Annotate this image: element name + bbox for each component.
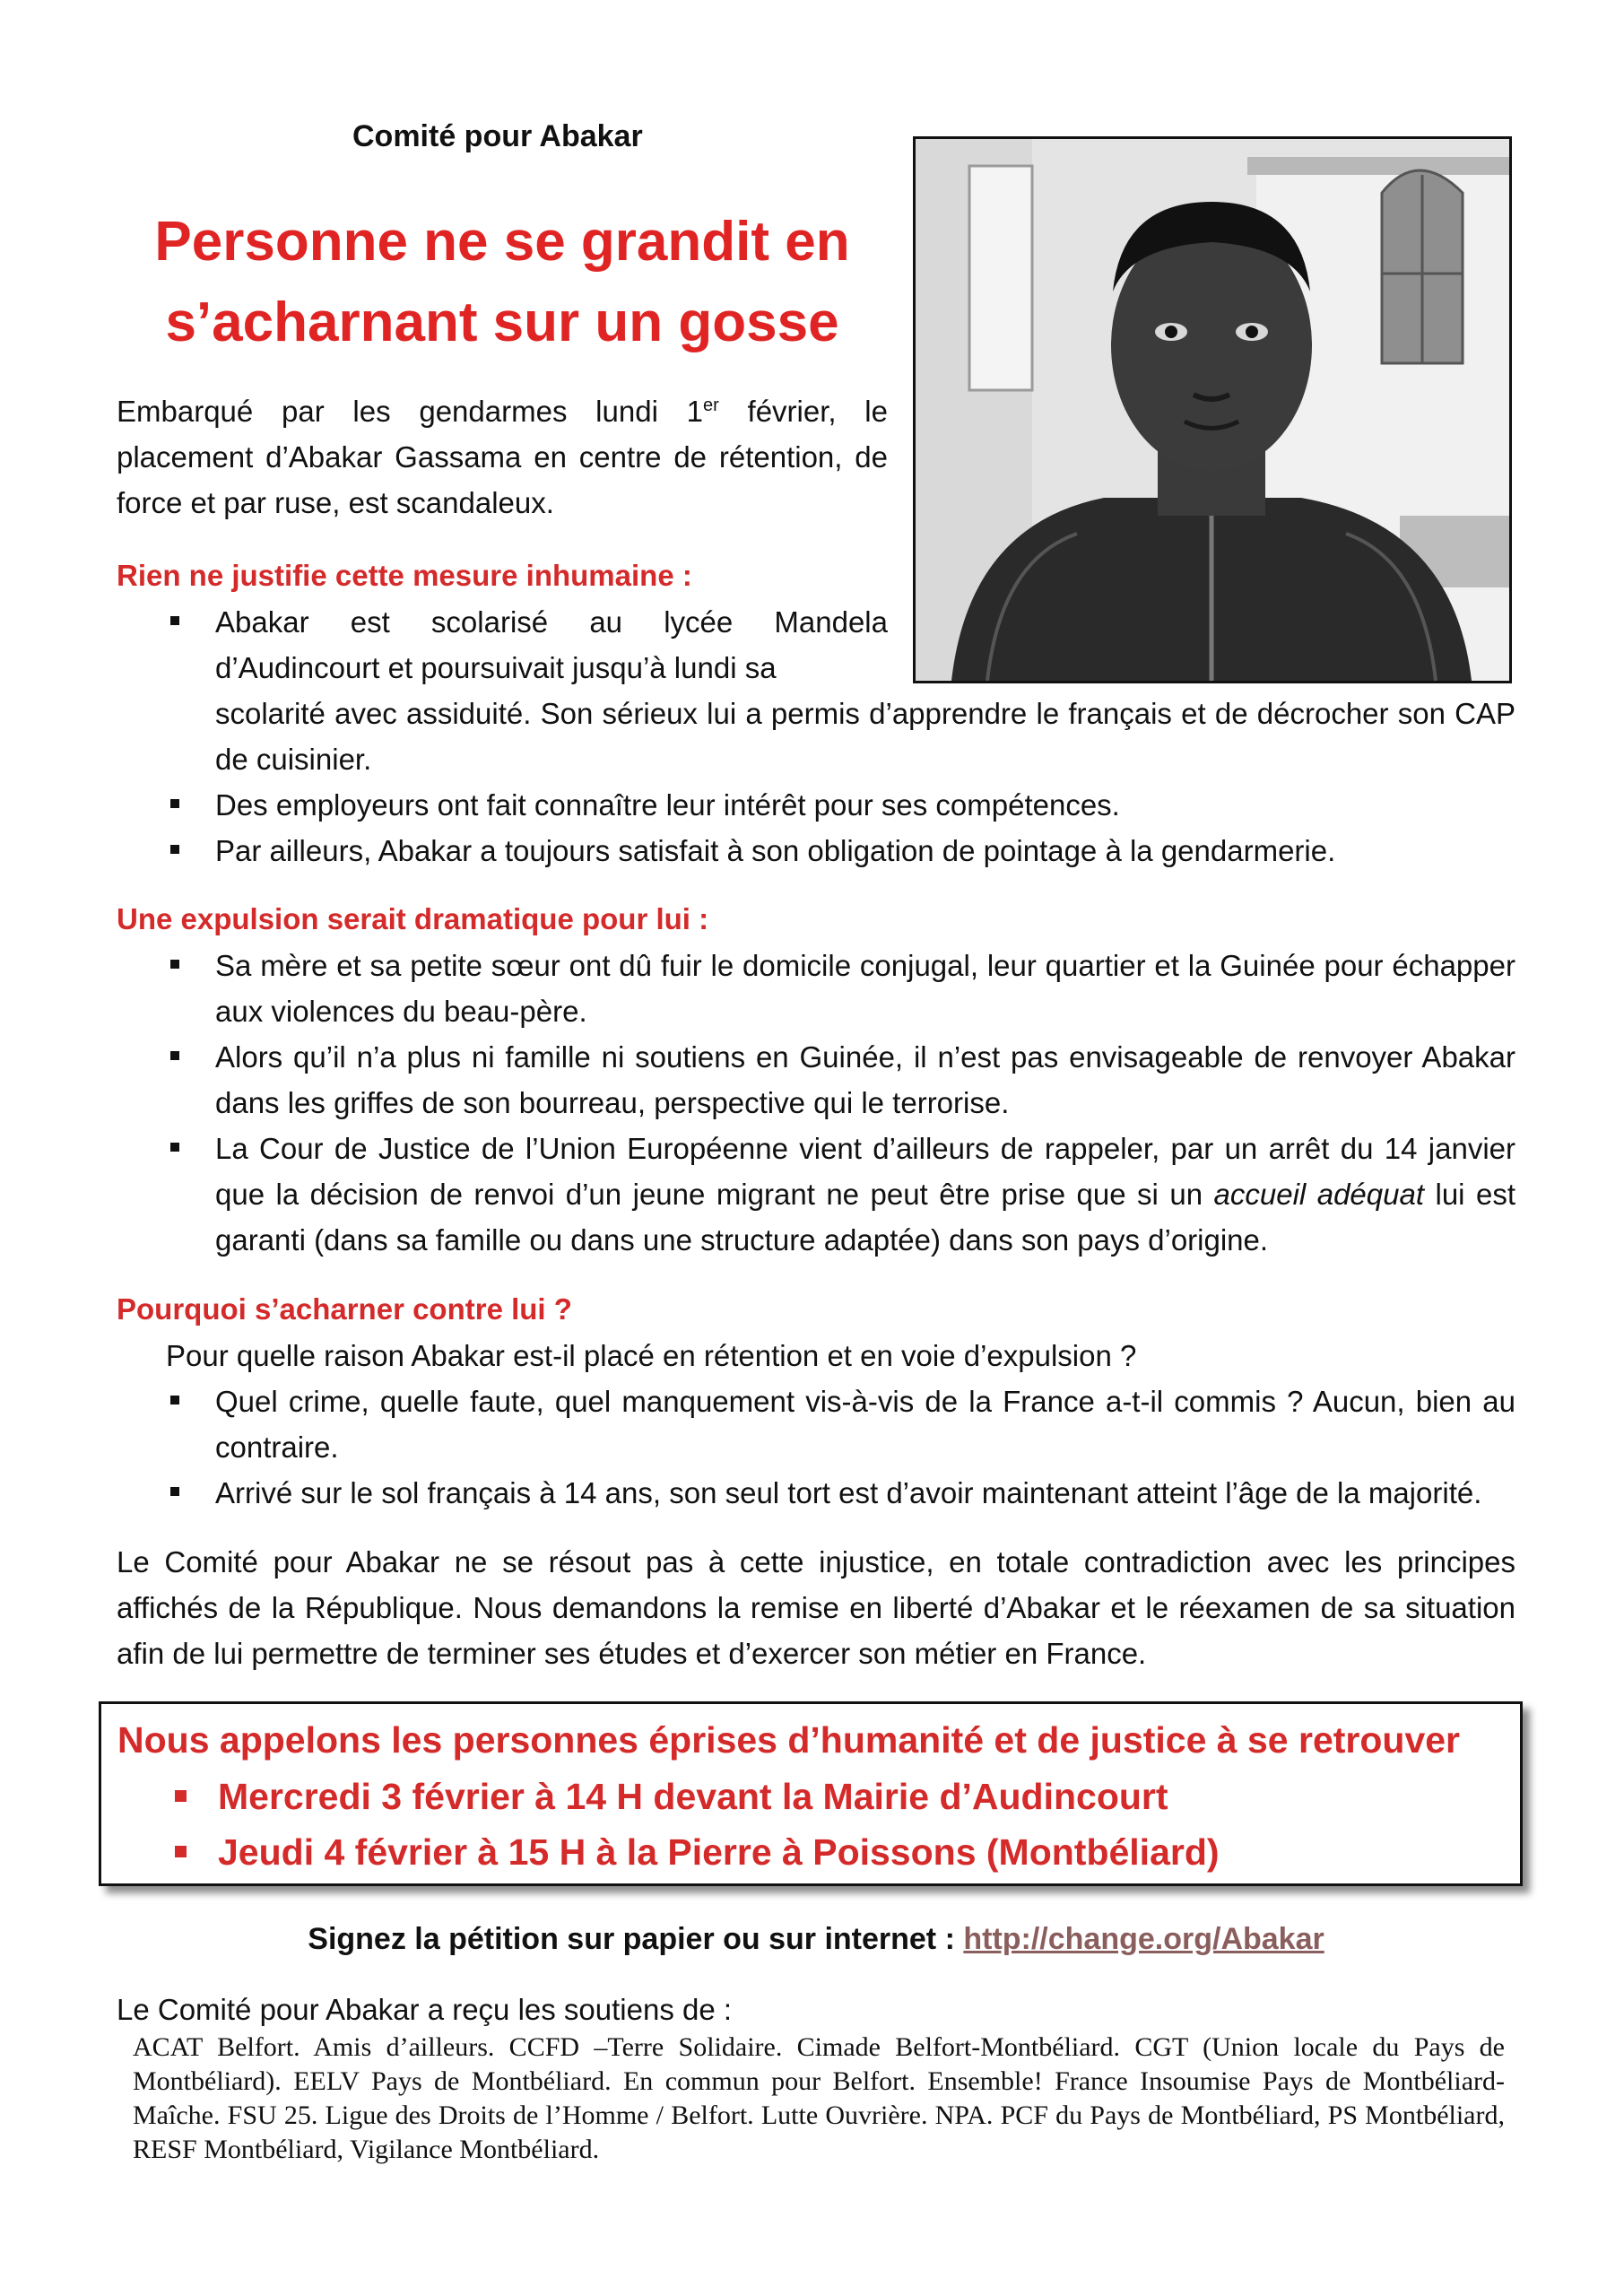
list-item-continuation: scolarité avec assiduité. Son sérieux lui a permis d’apprendre le français et de décrocher son CAP de cuisinier. — [215, 697, 1515, 776]
justification-list — [117, 599, 888, 691]
justification-list-more — [117, 782, 1515, 874]
list-item: Arrivé sur le sol français à 14 ans, son seul tort est d’avoir maintenant atteint l’âge de la majorité. — [117, 1470, 1515, 1516]
justification-list-continued — [117, 691, 1515, 874]
petition-line — [117, 1917, 1515, 1961]
question-line: Pour quelle raison Abakar est-il placé en rétention et en voie d’expulsion ? — [166, 1339, 1137, 1372]
event-item: Jeudi 4 février à 15 H à la Pierre à Poissons (Montbéliard) — [119, 1824, 1464, 1880]
list-item — [117, 1126, 1515, 1263]
list-item: Quel crime, quelle faute, quel manquement vis-à-vis de la France a-t-il commis ? Aucun, bien au contraire. — [117, 1378, 1515, 1470]
intro-text-end: février, le placement d’Abakar Gassama en centre de rétention, de force et par ruse, est scandaleux. — [117, 395, 888, 519]
committee-label: Comité pour Abakar — [352, 119, 643, 153]
list-item: Par ailleurs, Abakar a toujours satisfait à son obligation de pointage à la gendarmerie. — [117, 828, 1515, 874]
expulsion-list — [117, 943, 1515, 1263]
portrait-photo — [913, 136, 1512, 683]
page-title — [117, 202, 888, 363]
list-item: Abakar est scolarisé au lycée Mandela d’Audincourt et poursuivait jusqu’à lundi sa — [117, 599, 888, 691]
intro-paragraph — [117, 388, 888, 526]
intro-text-start: Embarqué par les gendarmes lundi 1 — [117, 395, 703, 428]
call-to-action-box — [99, 1701, 1523, 1886]
call-title: Nous appelons les personnes éprises d’humanité et de justice à se retrouver — [117, 1719, 1461, 1761]
supporters-list: ACAT Belfort. Amis d’ailleurs. CCFD –Terre Solidaire. Cimade Belfort-Montbéliard. CGT (Union locale du Pays de Montbéliard). EELV Pays de Montbéliard. En commun pour Belfort. Ensemble! France Insoumise Pays de Montbéliard-Maîche. FSU 25. Ligue des Droits de l’Homme / Belfort. Lutte Ouvrière. NPA. PCF du Pays de Montbéliard, PS Montbéliard, RESF Montbéliard, Vigilance Montbéliard. — [133, 2032, 1505, 2164]
section-heading-expulsion: Une expulsion serait dramatique pour lui : — [117, 902, 709, 935]
list-item: Sa mère et sa petite sœur ont dû fuir le domicile conjugal, leur quartier et la Guinée pour échapper aux violences du beau-père. — [117, 943, 1515, 1034]
title-line-2: s’acharnant sur un gosse — [165, 291, 839, 353]
intro-superscript: er — [703, 396, 719, 415]
conclusion-paragraph: Le Comité pour Abakar ne se résout pas à cette injustice, en totale contradiction avec les principes affichés de la République. Nous demandons la remise en liberté d’Abakar et le réexamen de sa situation afin de lui permettre de terminer ses études et d’exercer son métier en France. — [117, 1545, 1515, 1670]
petition-link[interactable]: http://change.org/Abakar — [963, 1922, 1324, 1956]
list-item-text: lui est garanti (dans sa famille ou dans une structure adaptée) dans son pays d’origine. — [215, 1178, 1515, 1257]
list-item: Des employeurs ont fait connaître leur intérêt pour ses compétences. — [117, 782, 1515, 828]
portrait-illustration — [916, 139, 1509, 681]
section-heading-justification: Rien ne justifie cette mesure inhumaine : — [117, 559, 692, 592]
event-list — [119, 1769, 1464, 1880]
event-item: Mercredi 3 février à 14 H devant la Mairie d’Audincourt — [119, 1769, 1464, 1824]
why-list — [117, 1378, 1515, 1516]
list-item-text: La Cour de Justice de l’Union Européenne vient d’ailleurs de rappeler, par un arrêt du 14 janvier que la décision de renvoi d’un jeune migrant ne peut être prise que si un — [215, 1132, 1515, 1211]
title-line-1: Personne ne se grandit en — [154, 211, 850, 273]
supporters-intro: Le Comité pour Abakar a reçu les soutiens de : — [117, 1993, 733, 2026]
section-heading-why: Pourquoi s’acharner contre lui ? — [117, 1292, 572, 1326]
list-item: Alors qu’il n’a plus ni famille ni soutiens en Guinée, il n’est pas envisageable de renvoyer Abakar dans les griffes de son bourreau, perspective qui le terrorise. — [117, 1034, 1515, 1126]
emphasis-text: accueil adéquat — [1213, 1178, 1425, 1211]
petition-text: Signez la pétition sur papier ou sur internet : — [308, 1922, 964, 1956]
